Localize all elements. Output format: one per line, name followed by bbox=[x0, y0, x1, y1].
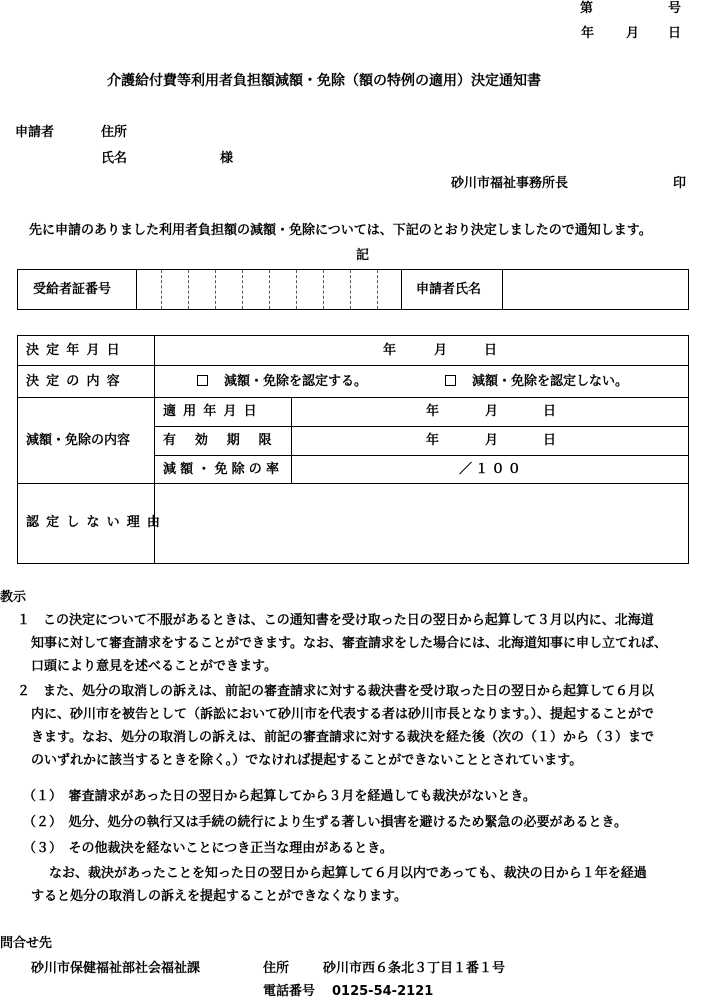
row-divider bbox=[17, 483, 689, 484]
option-reject[interactable] bbox=[445, 375, 628, 388]
note-line: なお、裁決があったことを知った日の翌日から起算して６月以内であっても、裁決の日から１年を経過 bbox=[49, 866, 647, 881]
option-reject-label: 減額・免除を認定しない。 bbox=[472, 374, 629, 389]
digit-divider bbox=[161, 270, 162, 309]
instruction-paragraph-1 bbox=[0, 609, 726, 678]
digit-divider bbox=[269, 270, 270, 309]
start-date-tsuki: 月 bbox=[485, 404, 499, 419]
decision-date-label: 決定年月日 bbox=[26, 343, 127, 358]
applicant-address-label: 住所 bbox=[101, 125, 128, 140]
id-table bbox=[17, 269, 689, 310]
condition-item: （２） 処分、処分の執行又は手続の続行により生ずる著しい損害を避けるため緊急の必要があるとき。 bbox=[23, 815, 627, 830]
digit-divider bbox=[350, 270, 351, 309]
number-dai: 第 bbox=[580, 1, 594, 16]
contact-heading: 問合せ先 bbox=[0, 936, 53, 951]
recipient-number-label: 受給者証番号 bbox=[33, 282, 112, 297]
instruction-line: 内に、砂川市を被告として（訴訟において砂川市を代表する者は砂川市長となります。）、提起することがで bbox=[31, 707, 654, 722]
instruction-line: 口頭により意見を述べることができます。 bbox=[31, 659, 277, 674]
condition-item: （３） その他裁決を経ないことにつき正当な理由があるとき。 bbox=[23, 841, 393, 856]
digit-divider bbox=[188, 270, 189, 309]
issuer-seal: 印 bbox=[673, 176, 687, 191]
contact-address: 砂川市西６条北３丁目１番１号 bbox=[323, 961, 506, 976]
instruction-note bbox=[0, 862, 726, 908]
approve-checkbox[interactable] bbox=[197, 375, 208, 386]
row-divider bbox=[17, 397, 689, 398]
instruction-paragraph-2 bbox=[0, 680, 726, 772]
note-line: すると処分の取消しの訴えを提起することができなくなります。 bbox=[31, 889, 407, 904]
decision-date-nen: 年 bbox=[383, 343, 397, 358]
rate-value: ／１００ bbox=[459, 462, 525, 477]
subrow-divider bbox=[154, 426, 689, 427]
decision-date-hi: 日 bbox=[484, 343, 498, 358]
validity-tsuki: 月 bbox=[485, 433, 499, 448]
intro-text: 先に申請のありました利用者負担額の減額・免除については、下記のとおり決定しましたので通知します。 bbox=[29, 223, 652, 238]
subrow-divider bbox=[154, 455, 689, 456]
instruction-line: 知事に対して審査請求をすることができます。なお、審査請求をした場合には、北海道知事に申し立てれば、 bbox=[31, 636, 667, 651]
instruction-heading: 教示 bbox=[0, 590, 27, 605]
start-date-label: 適用年月日 bbox=[163, 404, 264, 419]
date-nen: 年 bbox=[581, 26, 595, 41]
instruction-line: ２ また、処分の取消しの訴えは、前記の審査請求に対する裁決書を受け取った日の翌日から起算して６月以 bbox=[17, 684, 655, 699]
row-divider bbox=[17, 365, 689, 366]
date-hi: 日 bbox=[668, 26, 682, 41]
document-title: 介護給付費等利用者負担額減額・免除（額の特例の適用）決定通知書 bbox=[107, 73, 541, 89]
ki-label: 記 bbox=[356, 248, 370, 263]
id-divider-2 bbox=[401, 269, 402, 310]
validity-hi: 日 bbox=[543, 433, 557, 448]
digit-divider bbox=[296, 270, 297, 309]
validity-nen: 年 bbox=[426, 433, 440, 448]
option-approve[interactable] bbox=[197, 375, 367, 388]
condition-item: （１） 審査請求があった日の翌日から起算してから３月を経過しても裁決がないとき。 bbox=[23, 789, 536, 804]
subcolumn-divider bbox=[291, 397, 292, 483]
digit-divider bbox=[377, 270, 378, 309]
contact-address-label: 住所 bbox=[263, 961, 290, 976]
rejection-reason-label: 認定しない理由 bbox=[26, 515, 168, 530]
instruction-line: きます。なお、処分の取消しの訴えは、前記の審査請求に対する裁決を経た後（次の（１）から（３）まで bbox=[31, 730, 654, 745]
option-approve-label: 減額・免除を認定する。 bbox=[224, 374, 368, 389]
digit-divider bbox=[215, 270, 216, 309]
rate-label: 減額・免除の率 bbox=[163, 462, 284, 477]
contact-department: 砂川市保健福祉部社会福祉課 bbox=[31, 961, 201, 976]
instruction-line: １ この決定について不服があるときは、この通知書を受け取った日の翌日から起算して３月以内に、北海道 bbox=[17, 613, 654, 628]
contact-phone-label: 電話番号 bbox=[263, 984, 316, 999]
number-go: 号 bbox=[668, 1, 682, 16]
contact-phone: 0125-54-2121 bbox=[332, 984, 434, 999]
id-divider-3 bbox=[502, 269, 503, 310]
reject-checkbox[interactable] bbox=[445, 375, 456, 386]
decision-date-tsuki: 月 bbox=[434, 343, 448, 358]
reduction-content-label: 減額・免除の内容 bbox=[26, 433, 131, 448]
issuer-name: 砂川市福祉事務所長 bbox=[451, 176, 569, 191]
start-date-nen: 年 bbox=[426, 404, 440, 419]
date-tsuki: 月 bbox=[626, 26, 640, 41]
digit-divider bbox=[323, 270, 324, 309]
applicant-honorific: 様 bbox=[220, 151, 234, 166]
id-divider-1 bbox=[136, 269, 137, 310]
instruction-conditions bbox=[0, 784, 726, 862]
applicant-name-header: 申請者氏名 bbox=[416, 282, 482, 297]
decision-content-label: 決定の内容 bbox=[26, 374, 127, 389]
applicant-name-label: 氏名 bbox=[101, 151, 128, 166]
applicant-label: 申請者 bbox=[15, 125, 55, 140]
digit-divider bbox=[242, 270, 243, 309]
instruction-line: のいずれかに該当するときを除く。）でなければ提起することができないこととされています。 bbox=[31, 753, 583, 768]
start-date-hi: 日 bbox=[543, 404, 557, 419]
validity-label: 有効期限 bbox=[163, 433, 291, 448]
